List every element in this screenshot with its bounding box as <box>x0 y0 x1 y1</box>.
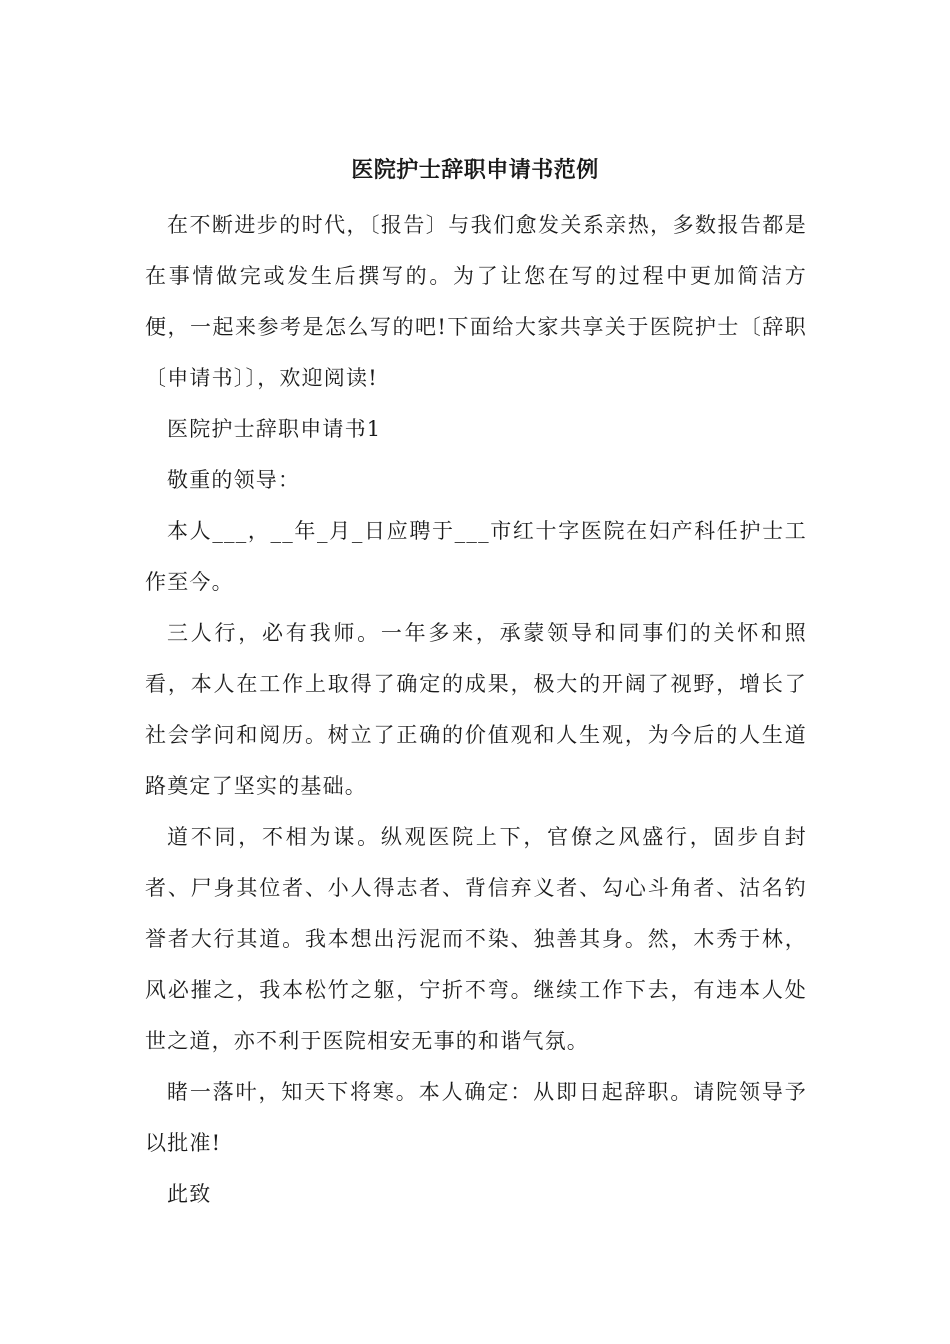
closing: 此致 <box>167 1182 212 1206</box>
intro-paragraph: 在不断进步的时代，〔报告〕与我们愈发关系亲热，多数报告都是在事情做完或发生后撰写的。为了让您在写的过程中更加简洁方便，一起来参考是怎么写的吧!下面给大家共享关于医院护士〔辞职〔申请书〕〕，欢迎阅读! <box>145 213 807 390</box>
body-paragraph-gratitude: 三人行，必有我师。一年多来，承蒙领导和同事们的关怀和照看，本人在工作上取得了确定的成果，极大的开阔了视野，增长了社会学问和阅历。树立了正确的价值观和人生观，为今后的人生道路奠定了坚实的基础。 <box>145 621 807 798</box>
body-paragraph-reason: 道不同，不相为谋。纵观医院上下，官僚之风盛行，固步自封者、尸身其位者、小人得志者、背信弃义者、勾心斗角者、沽名钓誉者大行其道。我本想出污泥而不染、独善其身。然，木秀于林，风必摧之，我本松竹之躯，宁折不弯。继续工作下去，有违本人处世之道，亦不利于医院相安无事的和谐气氛。 <box>145 825 807 1053</box>
document-title: 医院护士辞职申请书范例 <box>351 157 599 183</box>
salutation: 敬重的领导： <box>167 468 301 492</box>
body-paragraph-employment: 本人___，__年_月_日应聘于___市红十字医院在妇产科任护士工作至今。 <box>145 519 807 594</box>
section-heading: 医院护士辞职申请书1 <box>167 417 382 441</box>
document-body <box>145 200 807 1220</box>
body-paragraph-decision: 睹一落叶，知天下将寒。本人确定：从即日起辞职。请院领导予以批准! <box>145 1080 807 1155</box>
